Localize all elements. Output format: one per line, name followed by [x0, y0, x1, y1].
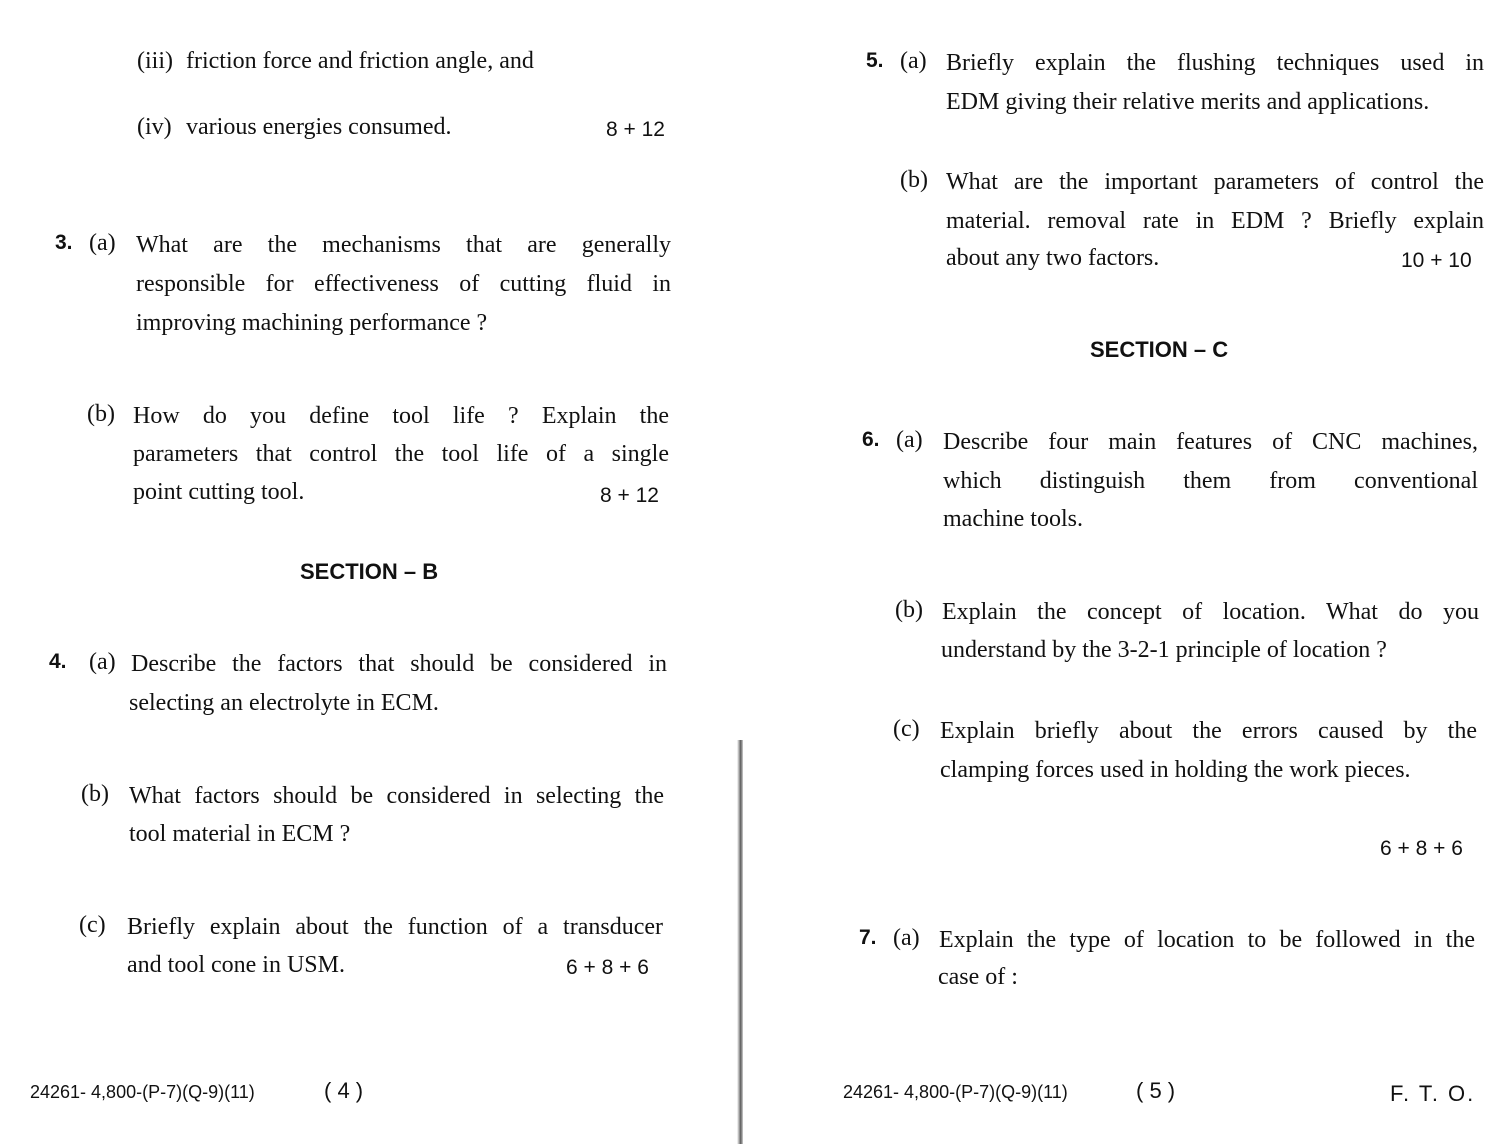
- q3-a-line-1: What are the mechanisms that are generally: [136, 232, 671, 258]
- section-c-heading: SECTION – C: [1090, 337, 1229, 362]
- right-page-number: ( 5 ): [1136, 1078, 1176, 1103]
- q2-iv-label: (iv): [137, 114, 172, 140]
- q5-b-label: (b): [900, 167, 928, 193]
- q6-a-line-2: which distinguish them from conventional: [943, 468, 1478, 494]
- right-page: [745, 0, 1505, 1144]
- q6-a-label: (a): [896, 427, 923, 453]
- q3-a-line-2: responsible for effectiveness of cutting fluid in: [136, 271, 671, 297]
- q7-a-line-1: Explain the type of location to be followed in the: [939, 927, 1475, 953]
- q5-a-line-2: EDM giving their relative merits and applications.: [946, 89, 1430, 115]
- q5-b-line-1: What are the important parameters of control the: [946, 169, 1484, 195]
- q6-number: 6.: [862, 428, 880, 451]
- q4-c-line-1: Briefly explain about the function of a transducer: [127, 914, 663, 940]
- q4-marks: 6 + 8 + 6: [566, 956, 649, 979]
- q6-a-line-3: machine tools.: [943, 506, 1083, 532]
- q7-a-label: (a): [893, 925, 920, 951]
- please-turn-over: F. T. O.: [1390, 1081, 1476, 1106]
- q6-b-line-2: understand by the 3-2-1 principle of location ?: [941, 637, 1387, 663]
- q5-a-line-1: Briefly explain the flushing techniques used in: [946, 50, 1484, 76]
- q4-number: 4.: [49, 650, 67, 673]
- q2-iii-label: (iii): [137, 48, 173, 74]
- q2-iii-text: friction force and friction angle, and: [186, 48, 534, 74]
- q3-a-line-3: improving machining performance ?: [136, 310, 488, 336]
- q5-a-label: (a): [900, 48, 927, 74]
- q5-number: 5.: [866, 49, 884, 72]
- q4-a-line-1: Describe the factors that should be considered in: [131, 651, 667, 677]
- q6-c-line-1: Explain briefly about the errors caused by the: [940, 718, 1477, 744]
- q5-b-line-3: about any two factors.: [946, 245, 1160, 271]
- left-footer-code: 24261- 4,800-(P-7)(Q-9)(11): [30, 1082, 255, 1102]
- q3-number: 3.: [55, 231, 73, 254]
- q4-c-label: (c): [79, 912, 106, 938]
- q3-marks: 8 + 12: [600, 484, 659, 507]
- right-footer-code: 24261- 4,800-(P-7)(Q-9)(11): [843, 1082, 1068, 1102]
- q3-b-line-3: point cutting tool.: [133, 479, 305, 505]
- q2-iv-text: various energies consumed.: [186, 114, 452, 140]
- book-spine-fold: [737, 740, 743, 1144]
- q7-number: 7.: [859, 926, 877, 949]
- q4-b-label: (b): [81, 781, 109, 807]
- q3-b-line-2: parameters that control the tool life of a single: [133, 441, 669, 467]
- q3-b-label: (b): [87, 401, 115, 427]
- q2-marks: 8 + 12: [606, 118, 665, 141]
- q6-c-label: (c): [893, 716, 920, 742]
- q4-c-line-2: and tool cone in USM.: [127, 952, 345, 978]
- section-b-heading: SECTION – B: [300, 559, 439, 584]
- q3-a-label: (a): [89, 230, 116, 256]
- q6-a-line-1: Describe four main features of CNC machines,: [943, 429, 1478, 455]
- q6-b-line-1: Explain the concept of location. What do you: [942, 599, 1479, 625]
- q4-a-line-2: selecting an electrolyte in ECM.: [129, 690, 439, 716]
- q6-c-line-2: clamping forces used in holding the work pieces.: [940, 757, 1411, 783]
- q4-b-line-1: What factors should be considered in selecting the: [129, 783, 664, 809]
- q6-marks: 6 + 8 + 6: [1380, 837, 1463, 860]
- q3-b-line-1: How do you define tool life ? Explain the: [133, 403, 669, 429]
- q6-b-label: (b): [895, 597, 923, 623]
- q4-a-label: (a): [89, 649, 116, 675]
- q4-b-line-2: tool material in ECM ?: [129, 821, 351, 847]
- q5-marks: 10 + 10: [1401, 249, 1472, 272]
- left-page-number: ( 4 ): [324, 1078, 364, 1103]
- left-page: [0, 0, 740, 1144]
- q5-b-line-2: material. removal rate in EDM ? Briefly explain: [946, 208, 1484, 234]
- q7-a-line-2: case of :: [938, 964, 1018, 990]
